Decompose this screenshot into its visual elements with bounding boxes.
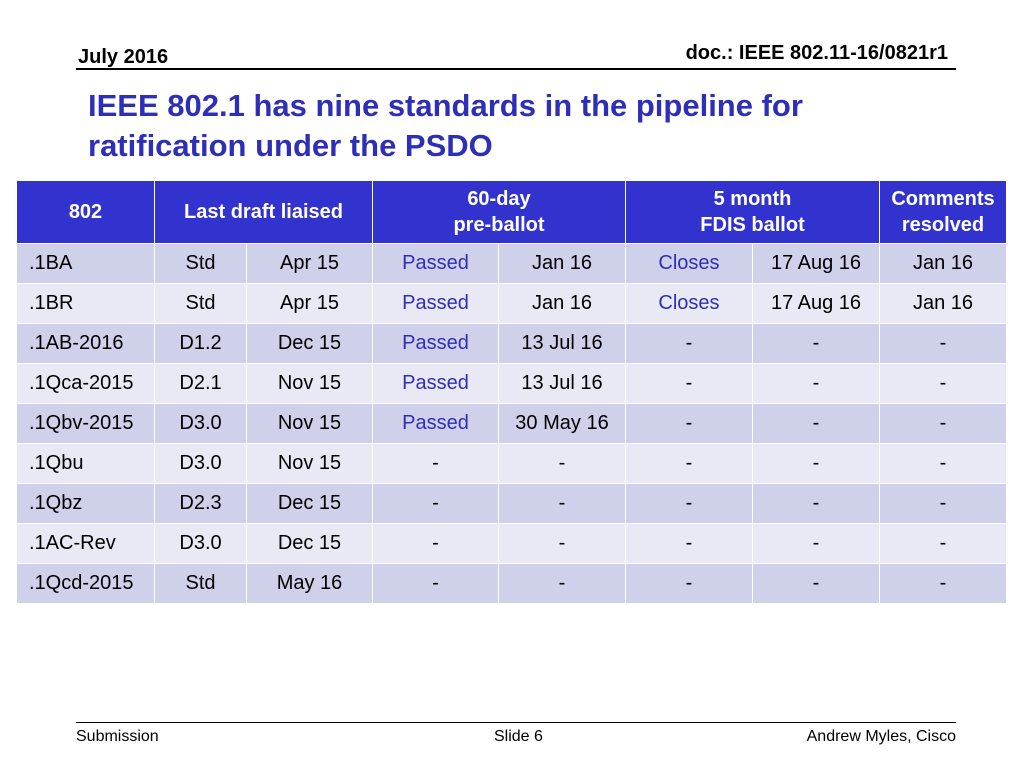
col-header-802: 802 <box>17 181 155 244</box>
cell-draft-version: D2.3 <box>155 484 247 524</box>
table-header-row <box>17 181 1007 244</box>
col-header-comments-line-2: resolved <box>901 214 985 236</box>
cell-comments-resolved: - <box>880 484 1007 524</box>
cell-preballot-status: Passed <box>373 404 499 444</box>
cell-preballot-status: Passed <box>373 324 499 364</box>
cell-comments-resolved: - <box>880 444 1007 484</box>
cell-standard: .1BR <box>17 284 155 324</box>
cell-preballot-date: - <box>499 564 626 604</box>
cell-preballot-date: Jan 16 <box>499 284 626 324</box>
table-row <box>17 564 1007 604</box>
cell-fdis-status: - <box>626 444 753 484</box>
cell-preballot-date: - <box>499 524 626 564</box>
cell-fdis-status: - <box>626 364 753 404</box>
cell-comments-resolved: - <box>880 524 1007 564</box>
cell-preballot-date: 13 Jul 16 <box>499 324 626 364</box>
cell-draft-date: Nov 15 <box>247 364 373 404</box>
cell-draft-version: D3.0 <box>155 524 247 564</box>
cell-fdis-status: Closes <box>626 244 753 284</box>
col-header-comments <box>880 181 1007 244</box>
cell-draft-version: D1.2 <box>155 324 247 364</box>
cell-standard: .1AB-2016 <box>17 324 155 364</box>
cell-preballot-date: - <box>499 444 626 484</box>
cell-comments-resolved: Jan 16 <box>880 284 1007 324</box>
cell-draft-version: D2.1 <box>155 364 247 404</box>
cell-draft-date: Apr 15 <box>247 284 373 324</box>
col-header-fdis-line-2: FDIS ballot <box>700 214 805 236</box>
cell-fdis-date: - <box>753 524 880 564</box>
table-row <box>17 444 1007 484</box>
cell-standard: .1Qbu <box>17 444 155 484</box>
cell-standard: .1Qca-2015 <box>17 364 155 404</box>
cell-fdis-status: - <box>626 564 753 604</box>
cell-preballot-status: - <box>373 484 499 524</box>
cell-draft-date: May 16 <box>247 564 373 604</box>
col-header-preballot <box>373 181 626 244</box>
cell-standard: .1Qcd-2015 <box>17 564 155 604</box>
table-row <box>17 524 1007 564</box>
cell-fdis-date: 17 Aug 16 <box>753 284 880 324</box>
cell-fdis-status: - <box>626 324 753 364</box>
cell-fdis-status: - <box>626 484 753 524</box>
cell-fdis-status: Closes <box>626 284 753 324</box>
cell-draft-date: Apr 15 <box>247 244 373 284</box>
col-header-preballot-line-1: 60-day <box>467 188 531 210</box>
header-divider <box>76 68 956 70</box>
cell-fdis-date: - <box>753 404 880 444</box>
cell-draft-date: Dec 15 <box>247 324 373 364</box>
slide-date: July 2016 <box>78 46 169 68</box>
table-row <box>17 324 1007 364</box>
cell-preballot-status: Passed <box>373 244 499 284</box>
col-header-fdis-ballot <box>626 181 880 244</box>
cell-preballot-status: - <box>373 444 499 484</box>
cell-draft-version: D3.0 <box>155 444 247 484</box>
cell-draft-date: Dec 15 <box>247 524 373 564</box>
cell-comments-resolved: Jan 16 <box>880 244 1007 284</box>
table-row <box>17 404 1007 444</box>
col-header-comments-line-1: Comments <box>891 188 995 210</box>
slide-title <box>88 86 948 166</box>
cell-draft-version: Std <box>155 564 247 604</box>
footer-submission: Submission <box>76 728 159 745</box>
footer-author: Andrew Myles, Cisco <box>806 728 956 745</box>
cell-fdis-date: - <box>753 444 880 484</box>
cell-draft-date: Nov 15 <box>247 404 373 444</box>
cell-fdis-status: - <box>626 404 753 444</box>
cell-standard: .1Qbv-2015 <box>17 404 155 444</box>
cell-preballot-date: 30 May 16 <box>499 404 626 444</box>
col-header-last-draft: Last draft liaised <box>155 181 373 244</box>
cell-draft-version: Std <box>155 244 247 284</box>
cell-fdis-date: - <box>753 484 880 524</box>
table-row <box>17 484 1007 524</box>
cell-fdis-date: 17 Aug 16 <box>753 244 880 284</box>
cell-standard: .1AC-Rev <box>17 524 155 564</box>
cell-preballot-date: 13 Jul 16 <box>499 364 626 404</box>
cell-draft-date: Nov 15 <box>247 444 373 484</box>
cell-preballot-status: - <box>373 524 499 564</box>
cell-comments-resolved: - <box>880 364 1007 404</box>
cell-comments-resolved: - <box>880 324 1007 364</box>
standards-pipeline-table <box>16 180 1007 604</box>
cell-preballot-status: Passed <box>373 284 499 324</box>
table-row <box>17 364 1007 404</box>
slide-title-line-2: ratification under the PSDO <box>88 128 493 163</box>
cell-preballot-date: Jan 16 <box>499 244 626 284</box>
cell-comments-resolved: - <box>880 404 1007 444</box>
doc-number: doc.: IEEE 802.11-16/0821r1 <box>685 42 948 64</box>
cell-draft-version: Std <box>155 284 247 324</box>
cell-draft-date: Dec 15 <box>247 484 373 524</box>
table-body <box>17 244 1007 604</box>
cell-preballot-date: - <box>499 484 626 524</box>
cell-fdis-status: - <box>626 524 753 564</box>
col-header-fdis-line-1: 5 month <box>713 188 792 210</box>
cell-fdis-date: - <box>753 364 880 404</box>
table-row <box>17 284 1007 324</box>
cell-standard: .1BA <box>17 244 155 284</box>
cell-preballot-status: - <box>373 564 499 604</box>
col-header-preballot-line-2: pre-ballot <box>453 214 545 236</box>
cell-fdis-date: - <box>753 324 880 364</box>
footer-slide-number: Slide 6 <box>494 728 543 745</box>
cell-standard: .1Qbz <box>17 484 155 524</box>
slide-title-line-1: IEEE 802.1 has nine standards in the pipeline for <box>88 88 803 123</box>
cell-comments-resolved: - <box>880 564 1007 604</box>
footer-divider <box>76 722 956 723</box>
cell-fdis-date: - <box>753 564 880 604</box>
cell-draft-version: D3.0 <box>155 404 247 444</box>
table-row <box>17 244 1007 284</box>
cell-preballot-status: Passed <box>373 364 499 404</box>
